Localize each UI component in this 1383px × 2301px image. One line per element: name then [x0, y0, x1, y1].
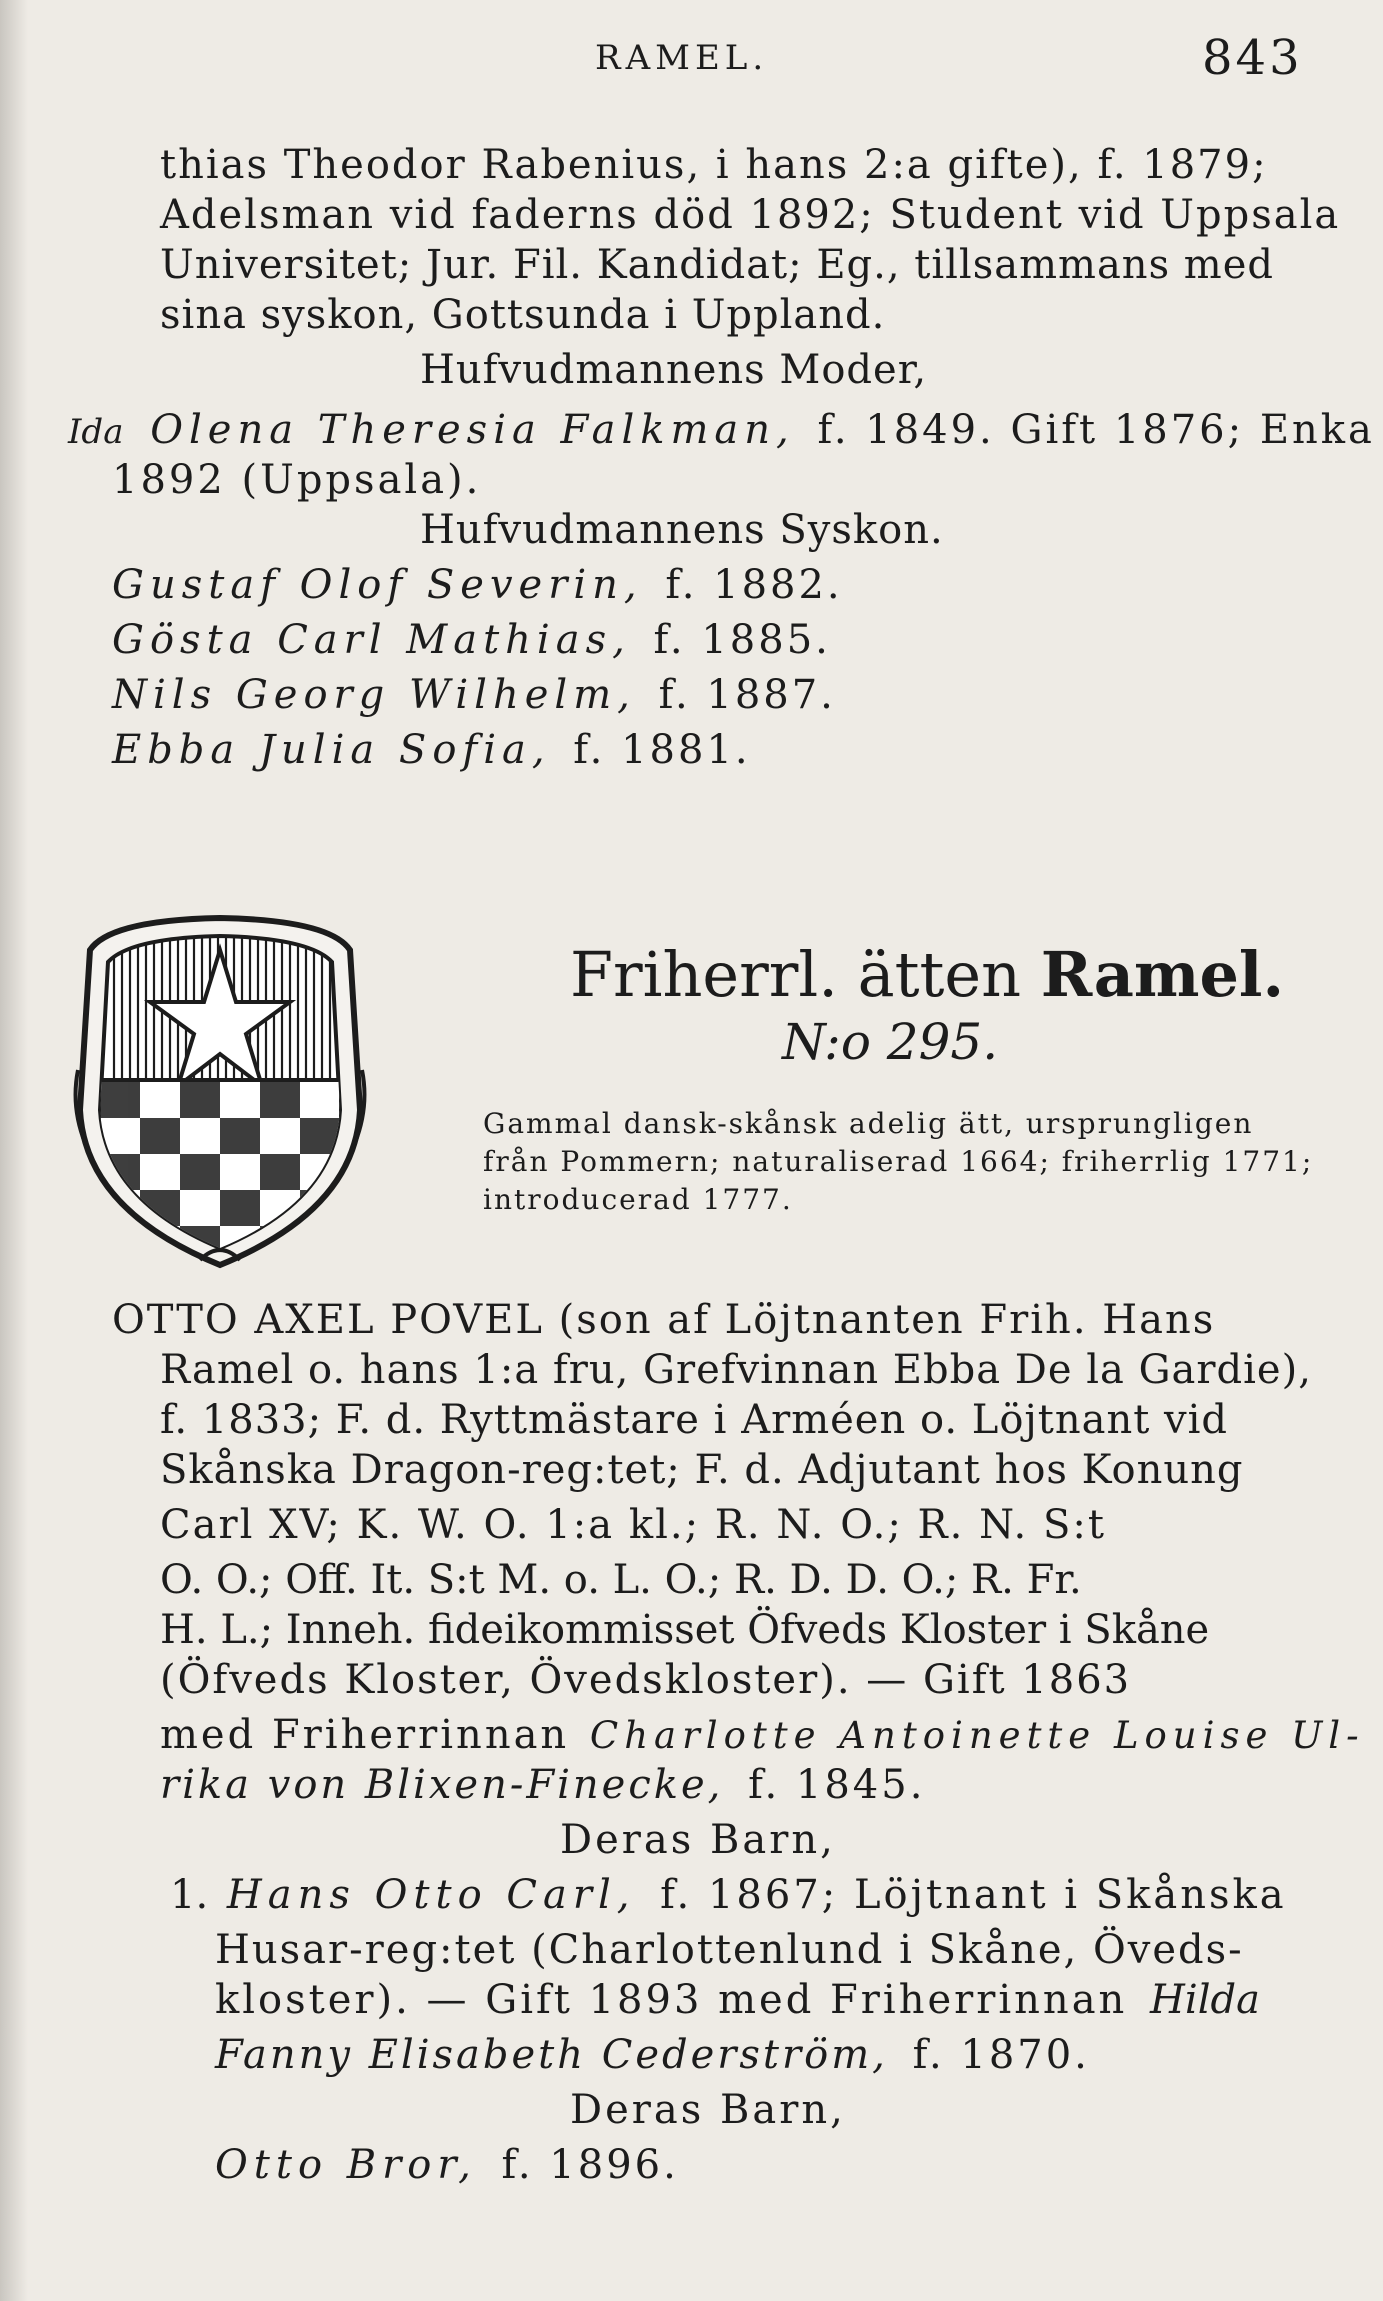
- sibling-name: Ebba Julia Sofia,: [112, 727, 551, 773]
- family-title-prefix: Friherrl. ätten: [570, 938, 1022, 1011]
- page-number: 843: [1202, 30, 1303, 86]
- head-line-6: O. O.; Off. It. S:t M. o. L. O.; R. D. D. O.; R. Fr.: [160, 1557, 1082, 1603]
- children-heading: Deras Barn,: [560, 1817, 836, 1863]
- head-line-5: Carl XV; K. W. O. 1:a kl.; R. N. O.; R. N. S:t: [160, 1502, 1106, 1548]
- sibling-born: f. 1882.: [665, 562, 843, 608]
- sibling-row: [112, 670, 836, 720]
- mother-name: Olena Theresia Falkman,: [150, 407, 795, 453]
- prev-line-1: thias Theodor Rabenius, i hans 2:a gifte), f. 1879;: [160, 142, 1268, 188]
- child-details: f. 1867; Löjtnant i Skånska: [660, 1872, 1287, 1918]
- child-line-4: [215, 2030, 1090, 2080]
- head-line-3: f. 1833; F. d. Ryttmästare i Arméen o. Löjtnant vid: [160, 1397, 1229, 1443]
- sibling-row: [112, 615, 831, 665]
- page-header: [0, 30, 1383, 90]
- siblings-heading: Hufvudmannens Syskon.: [420, 507, 944, 553]
- spouse-line: [160, 1710, 1365, 1761]
- spouse-name-part2: rika von Blixen-Finecke,: [160, 1762, 724, 1808]
- sibling-born: f. 1881.: [573, 727, 751, 773]
- family-number: N:o 295.: [782, 1013, 999, 1071]
- family-title-name: Ramel.: [1040, 938, 1285, 1011]
- grandchild-entry: [215, 2140, 679, 2190]
- child-entry: [170, 1870, 1287, 1920]
- mother-details: f. 1849. Gift 1876; Enka: [817, 407, 1375, 453]
- child-name: Hans Otto Carl,: [226, 1872, 636, 1918]
- mother-marker: Ida: [68, 412, 124, 452]
- sibling-name: Nils Georg Wilhelm,: [112, 672, 636, 718]
- child-spouse-first: Hilda: [1150, 1977, 1260, 2023]
- head-line-7: H. L.; Inneh. fideikommisset Öfveds Kloster i Skåne: [160, 1607, 1210, 1653]
- sibling-row: [112, 560, 843, 610]
- coat-of-arms: [70, 910, 370, 1270]
- sibling-row: [112, 725, 751, 775]
- spouse-line-2: [160, 1760, 925, 1810]
- prev-line-2: Adelsman vid faderns död 1892; Student vid Uppsala: [160, 192, 1341, 238]
- sibling-born: f. 1887.: [658, 672, 836, 718]
- prev-line-4: sina syskon, Gottsunda i Uppland.: [160, 292, 886, 338]
- sibling-born: f. 1885.: [653, 617, 831, 663]
- child-number: 1.: [170, 1872, 209, 1918]
- spouse-born: f. 1845.: [748, 1762, 926, 1808]
- running-head: RAMEL.: [595, 38, 769, 78]
- child-spouse-born: f. 1870.: [912, 2032, 1090, 2078]
- head-line-8: (Öfveds Kloster, Övedskloster). — Gift 1863: [160, 1657, 1132, 1703]
- mother-cont: 1892 (Uppsala).: [112, 457, 482, 503]
- mother-heading: Hufvudmannens Moder,: [420, 347, 928, 393]
- spouse-prefix: med Friherrinnan: [160, 1712, 570, 1758]
- head-line-1: OTTO AXEL POVEL (son af Löjtnanten Frih. Hans: [112, 1297, 1216, 1343]
- sibling-name: Gustaf Olof Severin,: [112, 562, 643, 608]
- page-edge-shadow: [0, 0, 28, 2301]
- child-marriage: kloster). — Gift 1893 med Friherrinnan: [215, 1977, 1128, 2023]
- mother-entry: [68, 405, 1375, 457]
- family-title: [570, 935, 1284, 1015]
- grandchildren-heading: Deras Barn,: [570, 2087, 846, 2133]
- grandchild-born: f. 1896.: [501, 2142, 679, 2188]
- head-line-2: Ramel o. hans 1:a fru, Grefvinnan Ebba De la Gardie),: [160, 1347, 1312, 1393]
- child-line-2: Husar-reg:tet (Charlottenlund i Skåne, Öveds-: [215, 1927, 1244, 1973]
- grandchild-name: Otto Bror,: [215, 2142, 477, 2188]
- sibling-name: Gösta Carl Mathias,: [112, 617, 631, 663]
- head-line-4: Skånska Dragon-reg:tet; F. d. Adjutant hos Konung: [160, 1447, 1244, 1493]
- family-description: Gammal dansk-skånsk adelig ätt, ursprungligen från Pommern; naturaliserad 1664; friherrlig 1771; introducerad 1777.: [483, 1107, 1314, 1216]
- spouse-name-part1: Charlotte Antoinette Louise Ul-: [589, 1714, 1365, 1757]
- child-spouse-name: Fanny Elisabeth Cederström,: [215, 2032, 888, 2078]
- child-line-3: [215, 1975, 1260, 2025]
- prev-line-3: Universitet; Jur. Fil. Kandidat; Eg., tillsammans med: [160, 242, 1275, 288]
